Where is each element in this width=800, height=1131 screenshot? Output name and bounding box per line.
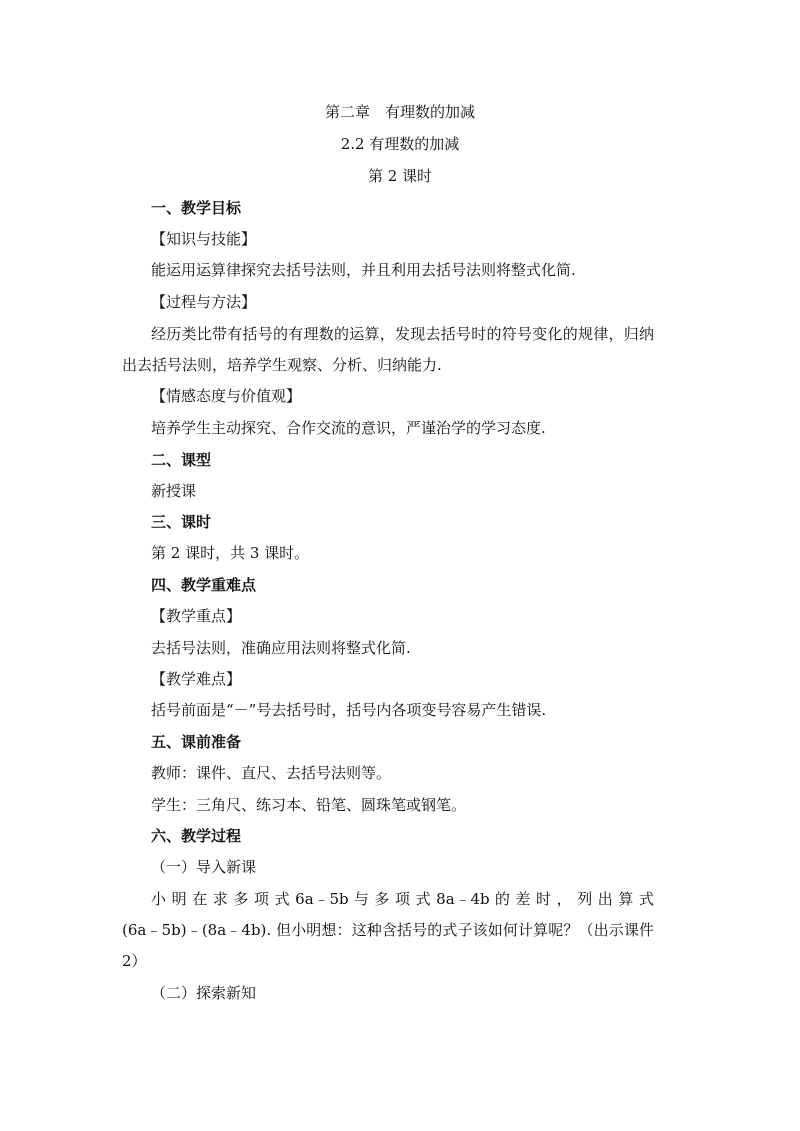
difficulty-label: 【教学难点】 xyxy=(151,670,242,688)
teacher-preparation: 教师：课件、直尺、去括号法则等。 xyxy=(151,764,392,782)
intro-text-line1: 小 明 在 求 多 项 式 6a﹣5b 与 多 项 式 8a﹣4b 的 差 时 ， 列 出 算 式 xyxy=(151,890,654,908)
intro-text-line2: (6a﹣5b)﹣(8a﹣4b). 但小明想：这种含括号的式子该如何计算呢？（出示课件 xyxy=(122,921,654,939)
explore-subheading: （二）探索新知 xyxy=(151,984,257,1002)
emotion-text: 培养学生主动探究、合作交流的意识，严谨治学的学习态度. xyxy=(151,419,546,437)
intro-text-line3: 2） xyxy=(122,952,147,970)
knowledge-label: 【知识与技能】 xyxy=(151,230,257,248)
key-points-heading: 四、教学重难点 xyxy=(151,576,257,594)
preparation-heading: 五、课前准备 xyxy=(151,733,242,751)
process-method-text-line2: 出去括号法则，培养学生观察、分析、归纳能力. xyxy=(122,356,442,374)
intro-subheading: （一）导入新课 xyxy=(151,858,257,876)
lesson-title: 第 2 课时 xyxy=(367,167,433,185)
chapter-title: 第二章 有理数的加减 xyxy=(324,103,475,121)
difficulty-text: 括号前面是“－”号去括号时，括号内各项变号容易产生错误. xyxy=(151,701,547,719)
key-text: 去括号法则，准确应用法则将整式化简. xyxy=(151,639,411,657)
objectives-heading: 一、教学目标 xyxy=(151,199,242,217)
process-method-text-line1: 经历类比带有括号的有理数的运算，发现去括号时的符号变化的规律，归纳 xyxy=(151,325,654,343)
section-title: 2.2 有理数的加减 xyxy=(340,135,460,153)
lesson-type-text: 新授课 xyxy=(151,482,197,500)
process-method-label: 【过程与方法】 xyxy=(151,293,257,311)
hours-text: 第 2 课时，共 3 课时。 xyxy=(151,544,310,562)
emotion-label: 【情感态度与价值观】 xyxy=(151,387,302,405)
knowledge-text: 能运用运算律探究去括号法则，并且利用去括号法则将整式化简. xyxy=(151,261,576,279)
lesson-type-heading: 二、课型 xyxy=(151,451,212,469)
process-heading: 六、教学过程 xyxy=(151,827,242,845)
student-preparation: 学生：三角尺、练习本、铅笔、圆珠笔或钢笔。 xyxy=(151,796,467,814)
key-label: 【教学重点】 xyxy=(151,607,242,625)
hours-heading: 三、课时 xyxy=(151,513,212,531)
